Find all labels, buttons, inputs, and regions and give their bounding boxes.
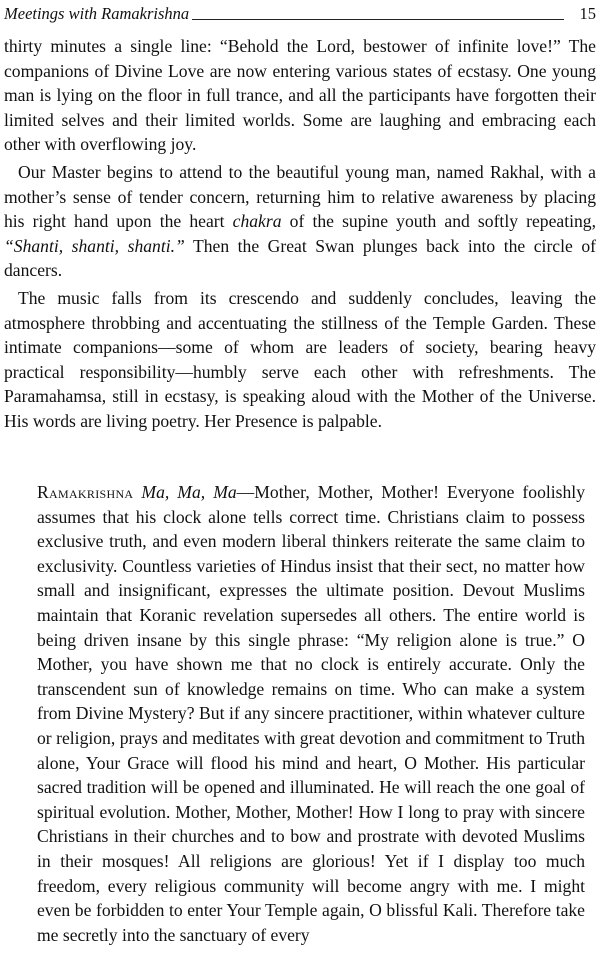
header-rule	[154, 19, 564, 20]
paragraph-rakhal-text-b: of the supine youth and softly repeating,	[281, 211, 596, 232]
speech-opening: Ma, Ma, Ma	[141, 482, 237, 502]
running-header-title: Meetings with Ramakrishna	[4, 4, 192, 24]
paragraph-rakhal	[4, 160, 596, 283]
speaker-name: Ramakrishna	[37, 482, 134, 502]
page-number: 15	[579, 4, 596, 23]
paragraph-rakhal-text-c: Then the Great Swan plunges back into the circle of dancers.	[4, 235, 596, 281]
paragraph-music: The music falls from its crescendo and suddenly concludes, leaving the atmosphere throbbing and accentuating the stillness of the Temple Garden. These intimate companions—some of whom are leaders of society, bearing heavy practical responsibility—humbly serve each other with refreshments. The Paramahamsa, still in ecstasy, is speaking aloud with the Mother of the Universe. His words are living poetry. Her Presence is palpable.	[4, 287, 596, 431]
ramakrishna-speech	[37, 480, 585, 947]
paragraph-continued: thirty minutes a single line: “Behold the Lord, bestower of infinite love!” The companions of Divine Love are now entering various states of ecstasy. One young man is lying on the floor in full trance, and all the participants have forgotten their limited selves and their limited worlds. Some are laughing and embracing each other with overflowing joy.	[4, 36, 596, 155]
speech-text: —Mother, Mother, Mother! Everyone foolishly assumes that his clock alone tells correct time. Christians claim to possess exclusive truth, and even modern liberal thinkers reiterate the same claim to exclusivity. Countless varieties of Hindus insist that their sect, no matter how small and insignificant, expresses the ultimate position. Devout Muslims maintain that Koranic revelation supersedes all others. The entire world is being driven insane by this single phrase: “My religion alone is true.” O Mother, you have shown me that no clock is entirely accurate. Only the transcendent sun of knowledge remains on time. Who can make a system from Divine Mystery? But if any sincere practitioner, within whatever culture or religion, prays and meditates with great devotion and commitment to Truth alone, Your Grace will flood his mind and heart, O Mother. His particular sacred tradition will be opened and illuminated. He will reach the one goal of spiritual evolution. Mother, Mother, Mother! How I long to pray with sincere Christians in their churches and to bow and prostrate with devoted Muslims in their mosques! All religions are glorious! Yet if I display too much freedom, every religious community will become angry with me. I might even be forbidden to enter Your Temple again, O blissful Kali. Therefore take me secretly into the sanctuary of every	[37, 482, 585, 945]
narrative-section	[4, 34, 596, 434]
chakra-term: chakra	[232, 211, 282, 232]
paragraph-rakhal-text-a: Our Master begins to attend to the beautiful young man, named Rakhal, with a mother’s sense of tender concern, returning him to relative awareness by placing his right hand upon the heart	[4, 161, 596, 232]
running-header	[4, 4, 596, 28]
shanti-mantra: “Shanti, shanti, shanti.”	[4, 235, 185, 256]
